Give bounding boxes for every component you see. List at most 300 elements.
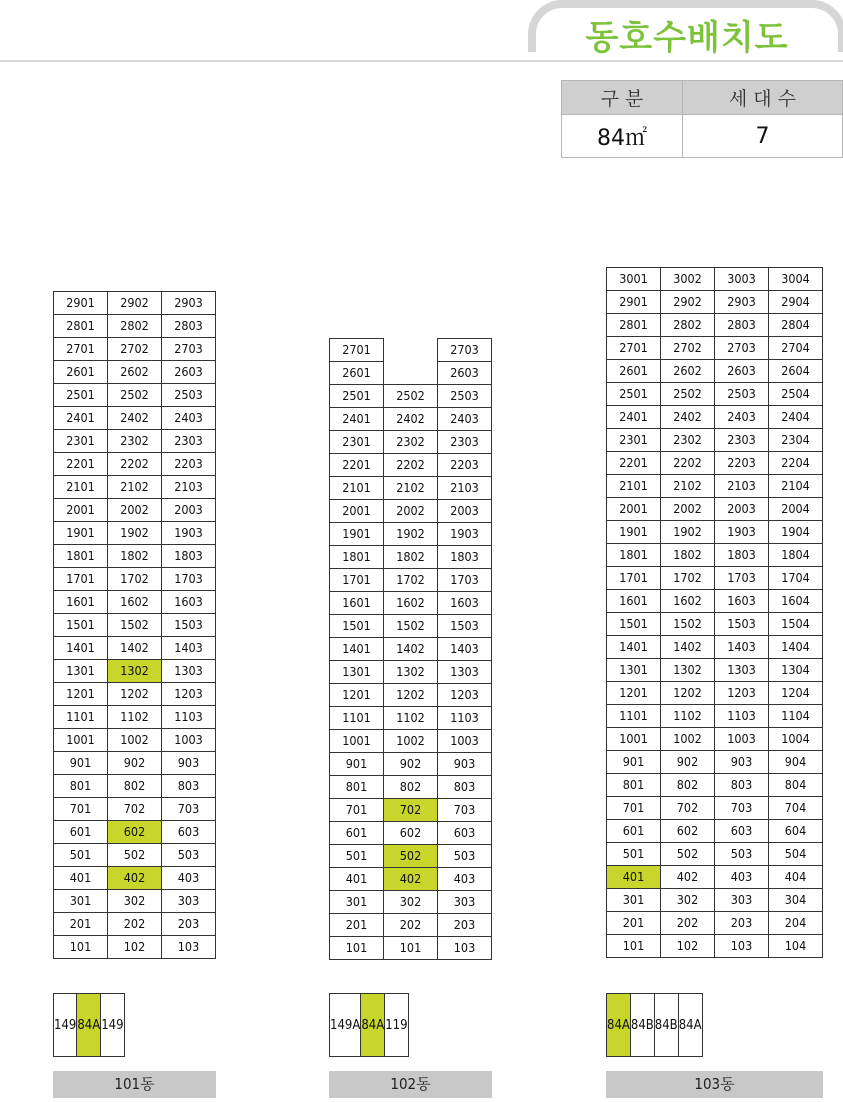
floor-row (54, 660, 216, 683)
unit-cell: 801 (54, 775, 108, 798)
unit-cell: 202 (108, 913, 162, 936)
unit-cell: 2102 (661, 475, 715, 498)
floor-row (54, 614, 216, 637)
unit-cell: 504 (769, 843, 823, 866)
floor-row (607, 866, 823, 889)
unit-cell: 401 (607, 866, 661, 889)
unit-cell: 403 (162, 867, 216, 890)
unit-cell: 1701 (54, 568, 108, 591)
unit-cell: 901 (54, 752, 108, 775)
unit-cell: 702 (384, 799, 438, 822)
unit-cell: 2201 (330, 454, 384, 477)
unit-cell: 701 (330, 799, 384, 822)
unit-cell: 402 (384, 868, 438, 891)
floor-row (607, 590, 823, 613)
unit-cell: 1003 (162, 729, 216, 752)
floor-row (330, 385, 492, 408)
unit-cell: 603 (438, 822, 492, 845)
unit-cell: 1203 (438, 684, 492, 707)
unit-cell: 1502 (384, 615, 438, 638)
unit-cell: 2702 (661, 337, 715, 360)
unit-cell: 302 (108, 890, 162, 913)
floor-row (330, 569, 492, 592)
unit-cell: 1702 (661, 567, 715, 590)
unit-cell: 2401 (330, 408, 384, 431)
floor-row (607, 383, 823, 406)
unit-cell: 303 (162, 890, 216, 913)
unit-cell: 1903 (715, 521, 769, 544)
unit-cell: 201 (607, 912, 661, 935)
floor-row (607, 636, 823, 659)
unit-type-cell: 149A (330, 994, 361, 1057)
unit-cell: 2103 (438, 477, 492, 500)
unit-cell: 1201 (330, 684, 384, 707)
unit-cell: 502 (661, 843, 715, 866)
unit-cell: 904 (769, 751, 823, 774)
unit-cell: 104 (769, 935, 823, 958)
unit-cell: 702 (108, 798, 162, 821)
floor-row (330, 799, 492, 822)
unit-cell: 2302 (384, 431, 438, 454)
unit-cell: 701 (607, 797, 661, 820)
floor-row (330, 500, 492, 523)
unit-cell: 1403 (438, 638, 492, 661)
unit-cell: 902 (108, 752, 162, 775)
unit-cell: 1202 (384, 684, 438, 707)
unit-cell: 601 (607, 820, 661, 843)
unit-type-table (53, 993, 125, 1057)
floor-row (54, 913, 216, 936)
unit-cell: 1503 (162, 614, 216, 637)
unit-cell: 2402 (384, 408, 438, 431)
unit-cell: 1002 (661, 728, 715, 751)
unit-table (329, 338, 492, 960)
unit-cell: 1104 (769, 705, 823, 728)
unit-cell: 1101 (54, 706, 108, 729)
unit-cell: 803 (715, 774, 769, 797)
building-102-grid (329, 338, 492, 960)
summary-header-type: 구 분 (562, 81, 683, 115)
unit-cell: 903 (715, 751, 769, 774)
unit-cell: 1801 (330, 546, 384, 569)
unit-cell: 802 (661, 774, 715, 797)
unit-cell: 2202 (661, 452, 715, 475)
unit-cell: 1602 (108, 591, 162, 614)
unit-cell: 2001 (54, 499, 108, 522)
unit-cell: 2501 (54, 384, 108, 407)
unit-cell: 1401 (607, 636, 661, 659)
unit-cell: 1203 (162, 683, 216, 706)
header-divider (0, 60, 843, 62)
unit-cell: 1803 (715, 544, 769, 567)
unit-cell: 1702 (384, 569, 438, 592)
unit-cell: 203 (715, 912, 769, 935)
floor-row (330, 615, 492, 638)
unit-cell: 2502 (661, 383, 715, 406)
unit-cell: 2902 (108, 292, 162, 315)
unit-cell: 304 (769, 889, 823, 912)
floor-row (54, 476, 216, 499)
unit-cell: 202 (384, 914, 438, 937)
unit-cell: 804 (769, 774, 823, 797)
unit-cell: 2604 (769, 360, 823, 383)
unit-cell: 1001 (607, 728, 661, 751)
empty-cell (384, 339, 438, 362)
unit-type-cell: 149 (54, 994, 77, 1057)
unit-cell: 2303 (715, 429, 769, 452)
unit-cell: 2902 (661, 291, 715, 314)
unit-cell: 2403 (162, 407, 216, 430)
unit-type-cell: 119 (385, 994, 408, 1057)
unit-cell: 3002 (661, 268, 715, 291)
unit-cell: 2203 (438, 454, 492, 477)
floor-row (330, 822, 492, 845)
unit-cell: 2802 (108, 315, 162, 338)
unit-cell: 1501 (330, 615, 384, 638)
unit-cell: 1803 (162, 545, 216, 568)
unit-cell: 2102 (108, 476, 162, 499)
unit-cell: 1001 (330, 730, 384, 753)
unit-cell: 2003 (162, 499, 216, 522)
unit-cell: 1503 (715, 613, 769, 636)
unit-cell: 2201 (607, 452, 661, 475)
unit-cell: 1201 (607, 682, 661, 705)
unit-cell: 2703 (162, 338, 216, 361)
floor-row (54, 292, 216, 315)
floor-row (330, 937, 492, 960)
floor-row (54, 867, 216, 890)
unit-cell: 1101 (607, 705, 661, 728)
unit-cell: 703 (438, 799, 492, 822)
floor-row (54, 683, 216, 706)
building-label-102: 102동 (329, 1071, 492, 1098)
unit-cell: 602 (384, 822, 438, 845)
unit-cell: 2301 (330, 431, 384, 454)
unit-cell: 2803 (162, 315, 216, 338)
unit-cell: 2701 (330, 339, 384, 362)
unit-cell: 1402 (108, 637, 162, 660)
unit-cell: 404 (769, 866, 823, 889)
summary-header-count: 세 대 수 (682, 81, 842, 115)
unit-cell: 1501 (607, 613, 661, 636)
unit-cell: 1902 (384, 523, 438, 546)
unit-cell: 402 (661, 866, 715, 889)
floor-row (54, 384, 216, 407)
floor-row (607, 268, 823, 291)
unit-type-cell: 149 (101, 994, 124, 1057)
unit-cell: 1602 (661, 590, 715, 613)
unit-cell: 1002 (108, 729, 162, 752)
floor-row (607, 797, 823, 820)
floor-row (607, 613, 823, 636)
unit-cell: 803 (438, 776, 492, 799)
unit-cell: 1001 (54, 729, 108, 752)
floor-row (607, 360, 823, 383)
floor-row (330, 477, 492, 500)
unit-cell: 503 (715, 843, 769, 866)
unit-cell: 2303 (162, 430, 216, 453)
unit-cell: 802 (384, 776, 438, 799)
unit-cell: 2503 (162, 384, 216, 407)
unit-cell: 702 (661, 797, 715, 820)
empty-cell (384, 362, 438, 385)
unit-cell: 201 (330, 914, 384, 937)
floor-row (607, 912, 823, 935)
unit-cell: 2003 (715, 498, 769, 521)
unit-cell: 2204 (769, 452, 823, 475)
unit-cell: 1302 (661, 659, 715, 682)
unit-cell: 1704 (769, 567, 823, 590)
floor-row (607, 774, 823, 797)
unit-cell: 1502 (661, 613, 715, 636)
unit-cell: 604 (769, 820, 823, 843)
unit-type-cell: 84A (77, 994, 101, 1057)
unit-cell: 303 (438, 891, 492, 914)
unit-cell: 102 (108, 936, 162, 959)
floor-row (330, 707, 492, 730)
unit-cell: 2302 (108, 430, 162, 453)
unit-cell: 1202 (661, 682, 715, 705)
unit-cell: 1901 (54, 522, 108, 545)
unit-cell: 401 (330, 868, 384, 891)
unit-cell: 301 (607, 889, 661, 912)
summary-area-value: 84㎡ (562, 115, 683, 158)
unit-cell: 602 (661, 820, 715, 843)
unit-cell: 2304 (769, 429, 823, 452)
unit-type-cell: 84A (678, 994, 702, 1057)
unit-cell: 2602 (661, 360, 715, 383)
unit-cell: 903 (162, 752, 216, 775)
floor-row (607, 406, 823, 429)
unit-cell: 2303 (438, 431, 492, 454)
floor-row (54, 752, 216, 775)
unit-cell: 1603 (162, 591, 216, 614)
unit-cell: 1301 (330, 661, 384, 684)
unit-cell: 603 (162, 821, 216, 844)
floor-row (330, 523, 492, 546)
unit-cell: 1004 (769, 728, 823, 751)
floor-row (330, 431, 492, 454)
floor-row (330, 914, 492, 937)
unit-cell: 801 (607, 774, 661, 797)
unit-cell: 1802 (384, 546, 438, 569)
unit-cell: 1102 (384, 707, 438, 730)
unit-type-table (606, 993, 703, 1057)
floor-row (54, 499, 216, 522)
unit-cell: 1703 (715, 567, 769, 590)
unit-cell: 901 (607, 751, 661, 774)
floor-row (330, 891, 492, 914)
floor-row (330, 684, 492, 707)
unit-cell: 1102 (108, 706, 162, 729)
unit-cell: 903 (438, 753, 492, 776)
unit-cell: 2202 (108, 453, 162, 476)
unit-cell: 2603 (438, 362, 492, 385)
summary-count-value: 7 (682, 115, 842, 158)
unit-cell: 2603 (162, 361, 216, 384)
unit-cell: 1103 (438, 707, 492, 730)
floor-row (330, 661, 492, 684)
floor-row (330, 638, 492, 661)
unit-cell: 1103 (715, 705, 769, 728)
unit-cell: 2801 (607, 314, 661, 337)
unit-cell: 2704 (769, 337, 823, 360)
building-101-grid (53, 291, 216, 959)
unit-cell: 201 (54, 913, 108, 936)
unit-cell: 203 (162, 913, 216, 936)
unit-cell: 1703 (438, 569, 492, 592)
unit-cell: 2203 (162, 453, 216, 476)
floor-row (607, 659, 823, 682)
floor-row (54, 775, 216, 798)
unit-cell: 1401 (330, 638, 384, 661)
unit-cell: 1402 (384, 638, 438, 661)
unit-cell: 502 (384, 845, 438, 868)
unit-cell: 203 (438, 914, 492, 937)
unit-cell: 1601 (330, 592, 384, 615)
unit-cell: 403 (715, 866, 769, 889)
floor-row (54, 844, 216, 867)
unit-cell: 2103 (162, 476, 216, 499)
unit-cell: 2402 (661, 406, 715, 429)
floor-row (607, 291, 823, 314)
unit-cell: 1201 (54, 683, 108, 706)
unit-cell: 101 (330, 937, 384, 960)
unit-cell: 1003 (715, 728, 769, 751)
floor-row (54, 706, 216, 729)
unit-cell: 1801 (607, 544, 661, 567)
floor-row (607, 475, 823, 498)
unit-cell: 2503 (715, 383, 769, 406)
unit-cell: 2002 (108, 499, 162, 522)
unit-cell: 1803 (438, 546, 492, 569)
unit-cell: 2504 (769, 383, 823, 406)
unit-cell: 1502 (108, 614, 162, 637)
unit-cell: 2702 (108, 338, 162, 361)
unit-type-cell: 84A (361, 994, 385, 1057)
floor-row (54, 545, 216, 568)
unit-cell: 2603 (715, 360, 769, 383)
floor-row (607, 521, 823, 544)
unit-cell: 1602 (384, 592, 438, 615)
unit-cell: 2403 (438, 408, 492, 431)
unit-cell: 2904 (769, 291, 823, 314)
unit-cell: 2101 (607, 475, 661, 498)
unit-cell: 1402 (661, 636, 715, 659)
unit-cell: 1902 (661, 521, 715, 544)
unit-cell: 701 (54, 798, 108, 821)
unit-cell: 2104 (769, 475, 823, 498)
unit-cell: 2003 (438, 500, 492, 523)
unit-cell: 1302 (384, 661, 438, 684)
unit-cell: 1804 (769, 544, 823, 567)
unit-cell: 2301 (54, 430, 108, 453)
unit-cell: 2701 (54, 338, 108, 361)
unit-cell: 503 (438, 845, 492, 868)
floor-row (330, 730, 492, 753)
unit-cell: 202 (661, 912, 715, 935)
unit-cell: 303 (715, 889, 769, 912)
building-label-101: 101동 (53, 1071, 216, 1098)
unit-cell: 2001 (330, 500, 384, 523)
unit-cell: 2402 (108, 407, 162, 430)
unit-cell: 2703 (438, 339, 492, 362)
unit-cell: 1701 (330, 569, 384, 592)
floor-row (607, 843, 823, 866)
unit-cell: 1102 (661, 705, 715, 728)
unit-cell: 2601 (54, 361, 108, 384)
unit-cell: 1501 (54, 614, 108, 637)
floor-row (607, 452, 823, 475)
unit-cell: 1702 (108, 568, 162, 591)
unit-cell: 3004 (769, 268, 823, 291)
unit-cell: 1601 (54, 591, 108, 614)
unit-cell: 1802 (108, 545, 162, 568)
floor-row (54, 798, 216, 821)
unit-table (53, 291, 216, 959)
floor-row (330, 339, 492, 362)
floor-row (607, 567, 823, 590)
unit-cell: 1903 (162, 522, 216, 545)
unit-type-cell: 84B (630, 994, 654, 1057)
unit-cell: 2602 (108, 361, 162, 384)
unit-cell: 2501 (330, 385, 384, 408)
unit-cell: 1604 (769, 590, 823, 613)
unit-cell: 2001 (607, 498, 661, 521)
floor-row (54, 936, 216, 959)
unit-cell: 1303 (715, 659, 769, 682)
unit-cell: 1703 (162, 568, 216, 591)
unit-cell: 1401 (54, 637, 108, 660)
unit-cell: 103 (438, 937, 492, 960)
floor-row (330, 546, 492, 569)
unit-cell: 2503 (438, 385, 492, 408)
floor-row (330, 776, 492, 799)
unit-cell: 602 (108, 821, 162, 844)
unit-cell: 2401 (607, 406, 661, 429)
floor-row (54, 453, 216, 476)
unit-cell: 1003 (438, 730, 492, 753)
unit-cell: 101 (607, 935, 661, 958)
unit-cell: 1504 (769, 613, 823, 636)
unit-cell: 2201 (54, 453, 108, 476)
floor-row (54, 568, 216, 591)
floor-row (607, 337, 823, 360)
floor-row (54, 637, 216, 660)
floor-row (607, 820, 823, 843)
floor-row (330, 454, 492, 477)
unit-cell: 2202 (384, 454, 438, 477)
floor-row (330, 592, 492, 615)
unit-cell: 2002 (384, 500, 438, 523)
unit-cell: 2701 (607, 337, 661, 360)
unit-cell: 1601 (607, 590, 661, 613)
unit-cell: 1801 (54, 545, 108, 568)
floor-row (54, 315, 216, 338)
unit-cell: 601 (330, 822, 384, 845)
unit-cell: 2502 (108, 384, 162, 407)
unit-cell: 501 (607, 843, 661, 866)
unit-cell: 301 (330, 891, 384, 914)
unit-cell: 1701 (607, 567, 661, 590)
unit-cell: 101 (384, 937, 438, 960)
unit-cell: 1303 (162, 660, 216, 683)
unit-cell: 2101 (330, 477, 384, 500)
page-title: 동호수배치도 (585, 18, 789, 58)
unit-cell: 2802 (661, 314, 715, 337)
unit-cell: 101 (54, 936, 108, 959)
unit-cell: 1103 (162, 706, 216, 729)
